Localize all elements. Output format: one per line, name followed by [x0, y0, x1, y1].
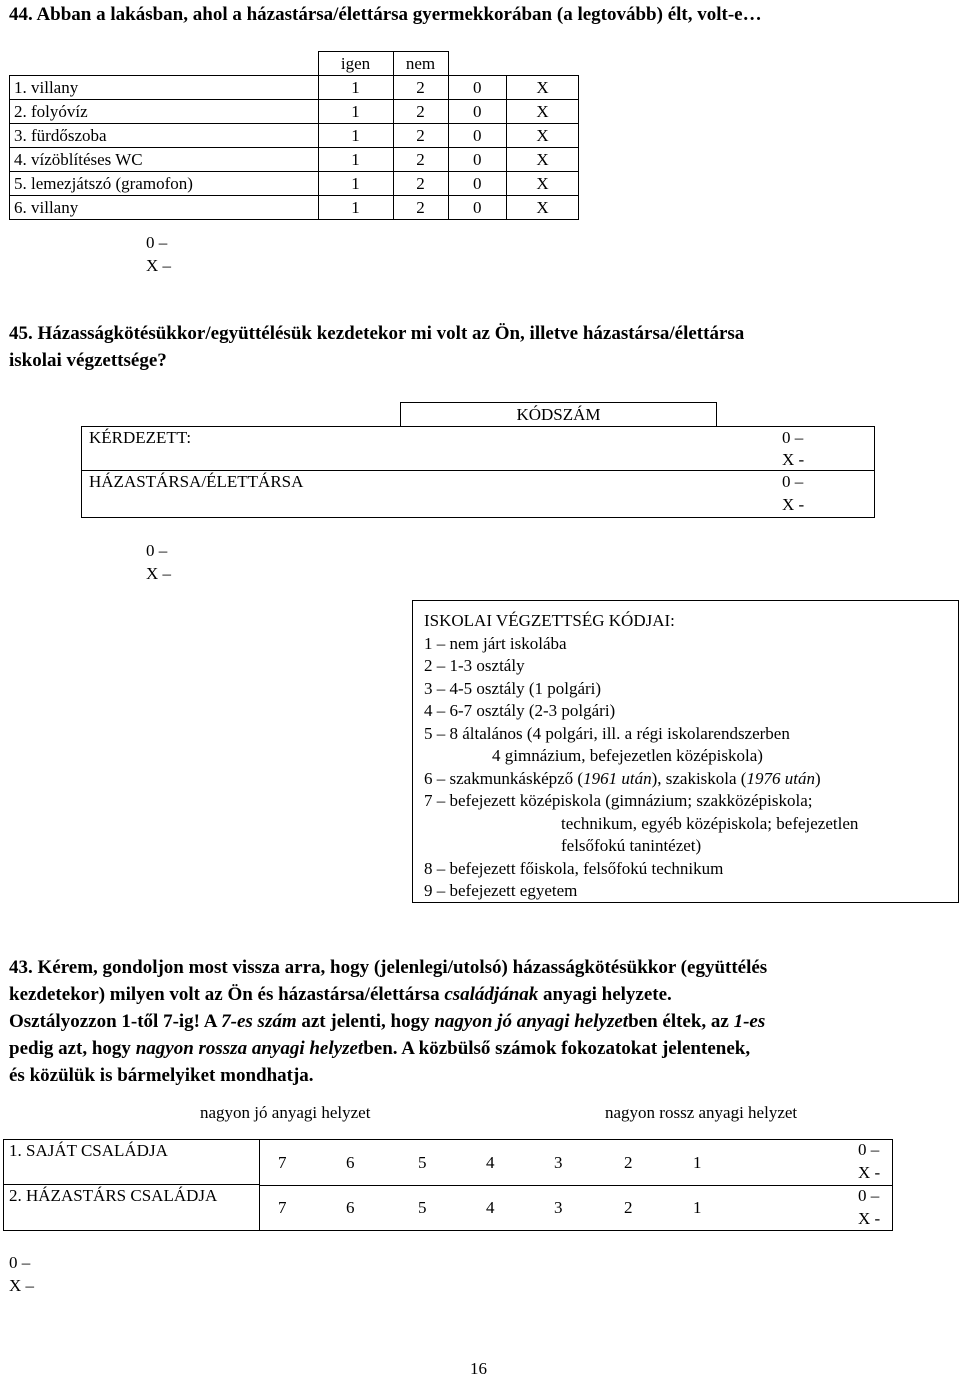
cell: 1	[318, 124, 393, 148]
cell: 0	[448, 76, 507, 100]
cell: 1	[318, 148, 393, 172]
q43-text: 43. Kérem, gondoljon most vissza arra, hogy (jelenlegi/utolsó) házasságkötésükkor (együttélés kezdetekor) milyen volt az Ön és házastársa/élettársa családjának anyagi helyzete. Osztályozzon 1-től 7-ig! A 7-es szám azt jelenti, hogy nagyon jó anyagi helyzetben éltek, az 1-es pedig azt, hogy nagyon rossza anyagi helyzetben. A közbülső számok fokozatokat jelentenek, és közülük is bármelyiket mondhatja.	[9, 957, 768, 1086]
cell: 0	[448, 100, 507, 124]
code-item: 5 – 8 általános (4 polgári, ill. a régi iskolarendszerben	[424, 723, 790, 743]
cell: 0	[448, 124, 507, 148]
table-row	[10, 76, 579, 100]
note-x: X –	[146, 564, 172, 583]
row-label: 3. fürdőszoba	[10, 124, 319, 148]
note-0: 0 –	[146, 233, 168, 252]
row-label: 4. vízöblítéses WC	[10, 148, 319, 172]
row-label: 1. villany	[10, 76, 319, 100]
q44-table	[9, 51, 579, 220]
page-number: 16	[470, 1359, 487, 1378]
row-label: 5. lemezjátszó (gramofon)	[10, 172, 319, 196]
cell: 0	[448, 172, 507, 196]
row2-code0: 0 –	[858, 1186, 880, 1205]
row-label: 1. SAJÁT CSALÁDJA	[9, 1141, 168, 1160]
row2-code0: 0 –	[782, 472, 804, 491]
scale-value: 7	[278, 1198, 287, 1217]
scale-value: 3	[554, 1198, 563, 1217]
education-codes-box	[412, 600, 959, 903]
table-row	[10, 196, 579, 220]
cell: 1	[318, 172, 393, 196]
q45-title-line2: iskolai végzettsége?	[9, 350, 167, 371]
codes-title: ISKOLAI VÉGZETTSÉG KÓDJAI:	[424, 611, 675, 630]
scale-value: 4	[486, 1153, 495, 1172]
row2-codex: X -	[782, 495, 805, 514]
code-header: KÓDSZÁM	[516, 405, 601, 424]
row-divider	[3, 1184, 259, 1185]
row-label: 2. folyóvíz	[10, 100, 319, 124]
cell: X	[507, 76, 579, 100]
code-item: 1 – nem járt iskolába	[424, 633, 567, 653]
code-item: 4 gimnázium, befejezetlen középiskola)	[492, 746, 763, 765]
cell: 1	[318, 196, 393, 220]
code-item: 3 – 4-5 osztály (1 polgári)	[424, 678, 602, 698]
cell: 2	[393, 124, 448, 148]
row1-code0: 0 –	[782, 428, 804, 447]
scale-value: 5	[418, 1198, 427, 1217]
code-item: 6 – szakmunkásképző (1961 után), szakiskola (1976 után)	[424, 768, 821, 788]
cell: 2	[393, 76, 448, 100]
scale-value: 1	[693, 1198, 702, 1217]
cell: X	[507, 196, 579, 220]
header-nem: nem	[393, 52, 448, 76]
header-igen: igen	[318, 52, 393, 76]
row-label: 2. HÁZASTÁRS CSALÁDJA	[9, 1186, 218, 1205]
scale-value: 1	[693, 1153, 702, 1172]
scale-value: 2	[624, 1198, 633, 1217]
code-header-box	[400, 402, 717, 427]
code-item: 7 – befejezett középiskola (gimnázium; szakközépiskola;	[424, 791, 813, 810]
table-row	[10, 52, 579, 76]
note-x: X –	[146, 256, 172, 275]
cell: X	[507, 148, 579, 172]
note-0: 0 –	[9, 1253, 31, 1272]
row1-codex: X -	[858, 1163, 881, 1182]
row2-label: HÁZASTÁRSA/ÉLETTÁRSA	[89, 472, 304, 491]
code-item: 9 – befejezett egyetem	[424, 881, 578, 900]
scale-value: 3	[554, 1153, 563, 1172]
scale-value: 4	[486, 1198, 495, 1217]
scale-left-label: nagyon jó anyagi helyzet	[200, 1103, 371, 1122]
scale-value: 5	[418, 1153, 427, 1172]
cell: X	[507, 100, 579, 124]
cell: 2	[393, 172, 448, 196]
note-x: X –	[9, 1276, 35, 1295]
cell: 2	[393, 196, 448, 220]
code-item: felsőfokú tanintézet)	[561, 836, 702, 855]
cell: X	[507, 124, 579, 148]
table-row	[10, 124, 579, 148]
table-row	[10, 100, 579, 124]
row1-code0: 0 –	[858, 1140, 880, 1159]
table-row	[10, 148, 579, 172]
code-item: 4 – 6-7 osztály (2-3 polgári)	[424, 701, 616, 720]
cell: 2	[393, 148, 448, 172]
scale-value: 7	[278, 1153, 287, 1172]
code-item: technikum, egyéb középiskola; befejezetlen	[561, 813, 859, 833]
code-item: 8 – befejezett főiskola, felsőfokú technikum	[424, 858, 724, 878]
scale-value: 2	[624, 1153, 633, 1172]
row1-label: KÉRDEZETT:	[89, 428, 192, 447]
code-item: 2 – 1-3 osztály	[424, 656, 525, 675]
cell: 1	[318, 100, 393, 124]
row-divider	[259, 1185, 893, 1186]
cell: 0	[448, 196, 507, 220]
row2-codex: X -	[858, 1209, 881, 1228]
row1-codex: X -	[782, 450, 805, 469]
scale-right-label: nagyon rossz anyagi helyzet	[605, 1103, 798, 1122]
cell: 1	[318, 76, 393, 100]
note-0: 0 –	[146, 541, 168, 560]
cell: 2	[393, 100, 448, 124]
q45-title-line1: 45. Házasságkötésükkor/együttélésük kezdetekor mi volt az Ön, illetve házastársa/élettársa	[9, 323, 745, 344]
row-divider	[81, 470, 875, 471]
row-label: 6. villany	[10, 196, 319, 220]
cell: 0	[448, 148, 507, 172]
scale-value: 6	[346, 1153, 355, 1172]
cell: X	[507, 172, 579, 196]
table-row	[10, 172, 579, 196]
q44-title: 44. Abban a lakásban, ahol a házastársa/élettársa gyermekkorában (a legtovább) élt, volt-e…	[9, 4, 762, 25]
scale-value: 6	[346, 1198, 355, 1217]
